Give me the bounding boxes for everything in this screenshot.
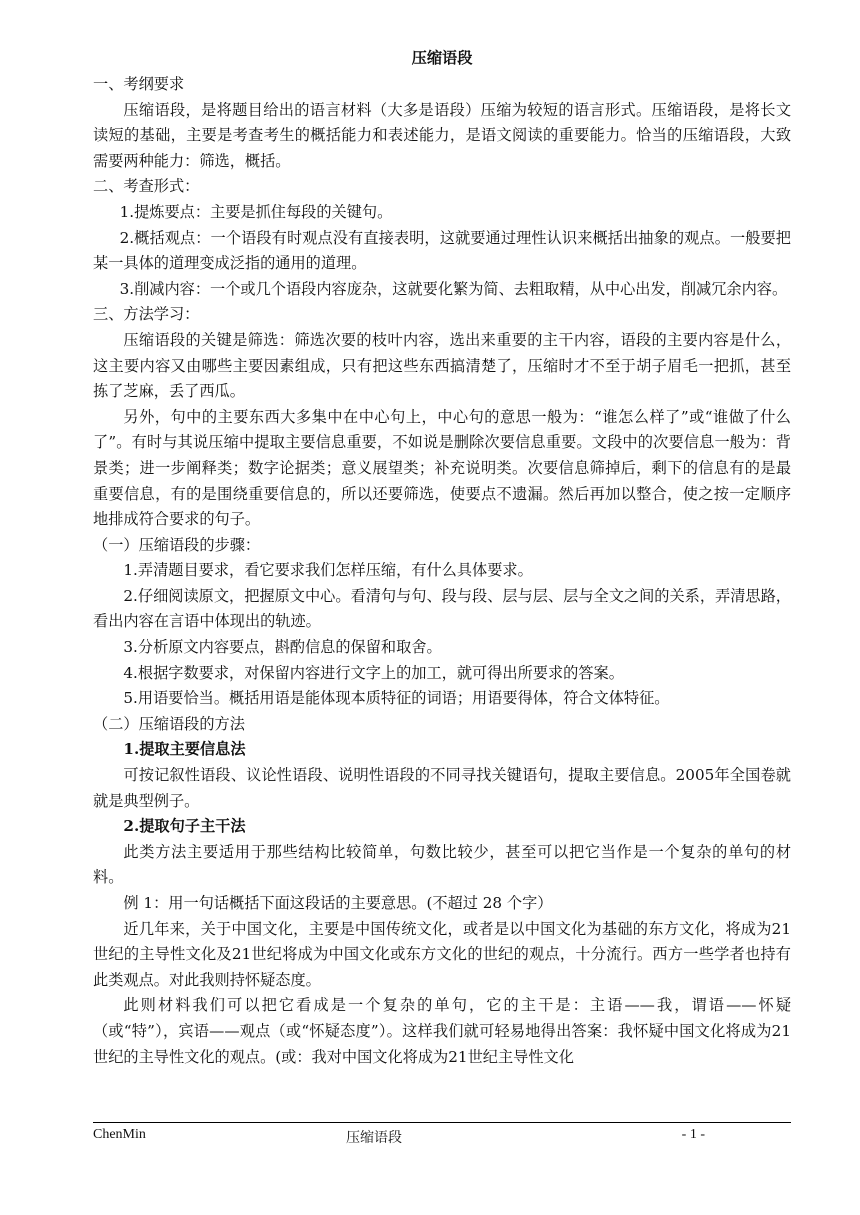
step-item-4: 4.根据字数要求，对保留内容进行文字上的加工，就可得出所要求的答案。	[123, 663, 624, 682]
method-heading-sentence-trunk: 2.提取句子主干法	[123, 817, 246, 836]
page-title: 压缩语段	[411, 49, 473, 67]
document-body	[93, 46, 791, 1070]
subsection-heading-approaches: （二）压缩语段的方法	[93, 714, 245, 733]
step-item-2: 2.仔细阅读原文，把握原文中心。看清句与句、段与段、层与层、层与全文之间的关系，弄清思路，看出内容在言语中体现出的轨迹。	[93, 586, 791, 631]
step-item-3: 3.分析原文内容要点，斟酌信息的保留和取舍。	[123, 638, 442, 657]
paragraph-method-2: 另外，句中的主要东西大多集中在中心句上，中心句的意思一般为：“谁怎么样了”或“谁做了什么了”。有时与其说压缩中提取主要信息重要，不如说是删除次要信息重要。文段中的次要信息一般为：背景类；进一步阐释类；数字论据类；意义展望类；补充说明类。次要信息筛掉后，剩下的信息有的是最重要信息，有的是围绕重要信息的，所以还要筛选，使要点不遗漏。然后再加以整合，使之按一定顺序地排成符合要求的句子。	[93, 407, 791, 529]
paragraph-sentence-trunk: 此类方法主要适用于那些结构比较简单，句数比较少，甚至可以把它当作是一个复杂的单句的材料。	[93, 842, 791, 887]
form-item-2: 2.概括观点：一个语段有时观点没有直接表明，这就要通过理性认识来概括出抽象的观点。一般要把某一具体的道理变成泛指的通用的道理。	[93, 228, 791, 273]
step-item-1: 1.弄清题目要求，看它要求我们怎样压缩，有什么具体要求。	[123, 561, 533, 580]
section-heading-methods: 三、方法学习：	[93, 305, 200, 324]
subsection-heading-steps: （一）压缩语段的步骤：	[93, 535, 261, 554]
example-analysis: 此则材料我们可以把它看成是一个复杂的单句，它的主干是：主语——我，谓语——怀疑（或“特”），宾语——观点（或“怀疑态度”）。这样我们就可轻易地得出答案：我怀疑中国文化将成为21世纪的主导性文化的观点。(或：我对中国文化将成为21世纪主导性文化	[93, 996, 791, 1066]
footer-author: ChenMin	[93, 1127, 146, 1142]
example-prompt: 例 1：用一句话概括下面这段话的主要意思。(不超过 28 个字）	[123, 894, 553, 912]
page-footer	[93, 1122, 791, 1145]
paragraph-intro: 压缩语段，是将题目给出的语言材料（大多是语段）压缩为较短的语言形式。压缩语段，是将长文读短的基础，主要是考查考生的概括能力和表述能力，是语文阅读的重要能力。恰当的压缩语段，大致需要两种能力：筛选，概括。	[93, 100, 791, 170]
footer-title: 压缩语段	[346, 1131, 402, 1146]
form-item-1: 1.提炼要点：主要是抓住每段的关键句。	[119, 202, 393, 221]
step-item-5: 5.用语要恰当。概括用语是能体现本质特征的词语；用语要得体，符合文体特征。	[123, 689, 670, 708]
form-item-3: 3.削减内容：一个或几个语段内容庞杂，这就要化繁为简、去粗取精，从中心出发，削减冗余内容。	[119, 279, 788, 298]
method-heading-extract-info: 1.提取主要信息法	[123, 740, 246, 759]
section-heading-forms: 二、考查形式：	[93, 177, 200, 196]
paragraph-method-1: 压缩语段的关键是筛选：筛选次要的枝叶内容，选出来重要的主干内容，语段的主要内容是什么，这主要内容又由哪些主要因素组成，只有把这些东西搞清楚了，压缩时才不至于胡子眉毛一把抓，甚至拣了芝麻，丢了西瓜。	[93, 330, 791, 401]
footer-page-number: - 1 -	[681, 1127, 705, 1142]
example-material: 近几年来，关于中国文化，主要是中国传统文化，或者是以中国文化为基础的东方文化，将成为21世纪的主导性文化及21世纪将成为中国文化或东方文化的世纪的观点，十分流行。西方一些学者也持有此类观点。对此我则持怀疑态度。	[93, 919, 791, 989]
section-heading-requirements: 一、考纲要求	[93, 75, 185, 93]
paragraph-extract-info: 可按记叙性语段、议论性语段、说明性语段的不同寻找关键语句，提取主要信息。2005年全国卷就就是典型例子。	[93, 766, 791, 810]
